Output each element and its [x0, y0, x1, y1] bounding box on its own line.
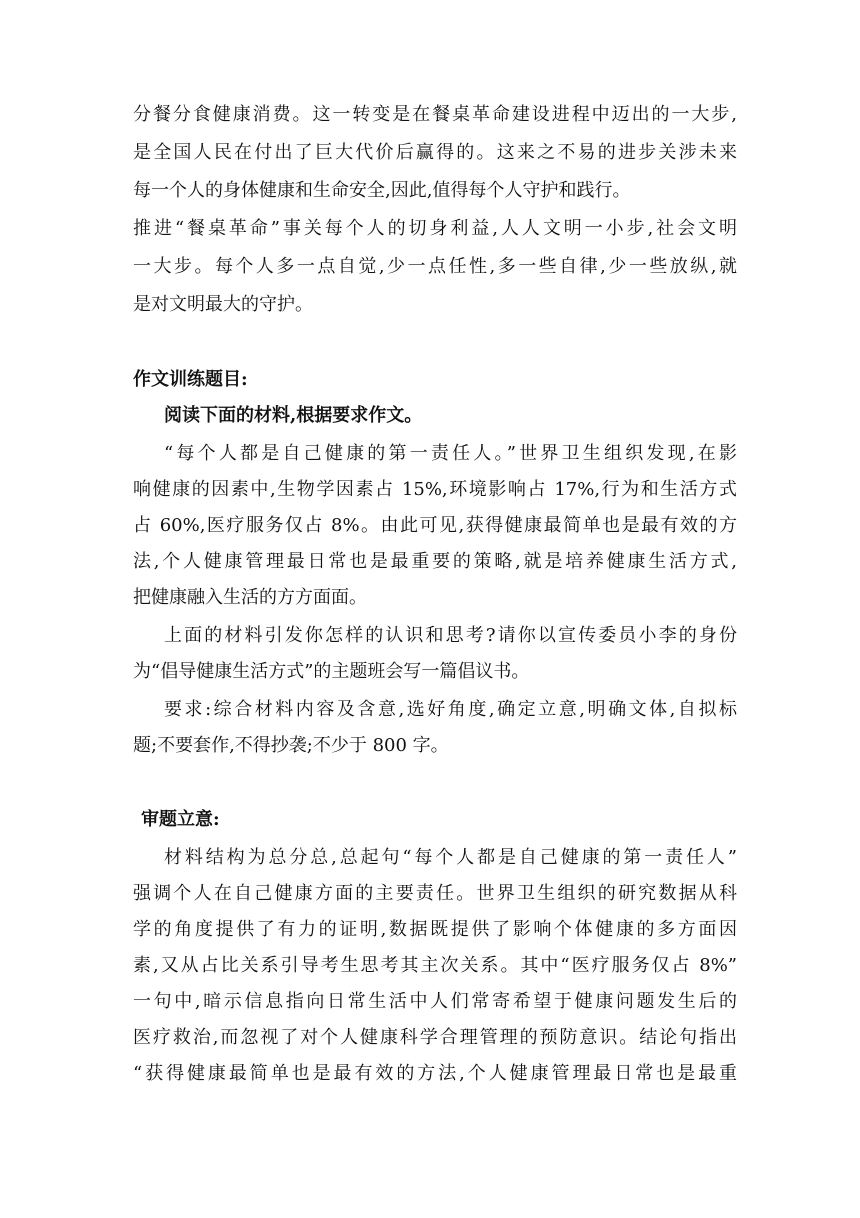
text-line: 上面的材料引发你怎样的认识和思考?请你以宣传委员小李的身份 — [164, 625, 737, 646]
text-line: 是对文明最大的守护。 — [133, 294, 313, 315]
text-line: 推进“餐桌革命”事关每个人的切身利益,人人文明一小步,社会文明 — [133, 218, 737, 239]
text-line: 为“倡导健康生活方式”的主题班会写一篇倡议书。 — [133, 661, 530, 682]
section-heading-writing-prompt: 作文训练题目: — [133, 369, 248, 390]
text-line: 素,又从占比关系引导考生思考其主次关系。其中“医疗服务仅占 8%” — [133, 955, 737, 976]
text-line: 一句中,暗示信息指向日常生活中人们常寄希望于健康问题发生后的 — [133, 991, 737, 1012]
text-line: 占 60%,医疗服务仅占 8%。由此可见,获得健康最简单也是最有效的方 — [133, 515, 737, 536]
text-line: 把健康融入生活的方方面面。 — [133, 587, 367, 608]
text-line: 医疗救治,而忽视了对个人健康科学合理管理的预防意识。结论句指出 — [133, 1027, 737, 1048]
text-line: 要求:综合材料内容及含意,选好角度,确定立意,明确文体,自拟标 — [164, 699, 737, 720]
instruction-text: 阅读下面的材料,根据要求作文。 — [164, 405, 423, 426]
text-line: 法,个人健康管理最日常也是最重要的策略,就是培养健康生活方式, — [133, 551, 737, 572]
section-heading-analysis: 审题立意: — [141, 809, 220, 830]
text-line: “获得健康最简单也是最有效的方法,个人健康管理最日常也是最重 — [133, 1063, 737, 1084]
text-line: 题;不要套作,不得抄袭;不少于 800 字。 — [133, 735, 449, 756]
text-line: 一大步。每个人多一点自觉,少一点任性,多一些自律,少一些放纵,就 — [133, 256, 737, 277]
text-line: 分餐分食健康消费。这一转变是在餐桌革命建设进程中迈出的一大步, — [133, 104, 737, 125]
text-line: 是全国人民在付出了巨大代价后赢得的。这来之不易的进步关涉未来 — [133, 142, 737, 163]
text-line: 响健康的因素中,生物学因素占 15%,环境影响占 17%,行为和生活方式 — [133, 479, 737, 500]
text-line: 强调个人在自己健康方面的主要责任。世界卫生组织的研究数据从科 — [133, 883, 737, 904]
text-line: 材料结构为总分总,总起句“每个人都是自己健康的第一责任人” — [164, 847, 737, 868]
text-line: “每个人都是自己健康的第一责任人。”世界卫生组织发现,在影 — [164, 443, 737, 464]
text-line: 每一个人的身体健康和生命安全,因此,值得每个人守护和践行。 — [133, 180, 631, 201]
text-line: 学的角度提供了有力的证明,数据既提供了影响个体健康的多方面因 — [133, 919, 737, 940]
